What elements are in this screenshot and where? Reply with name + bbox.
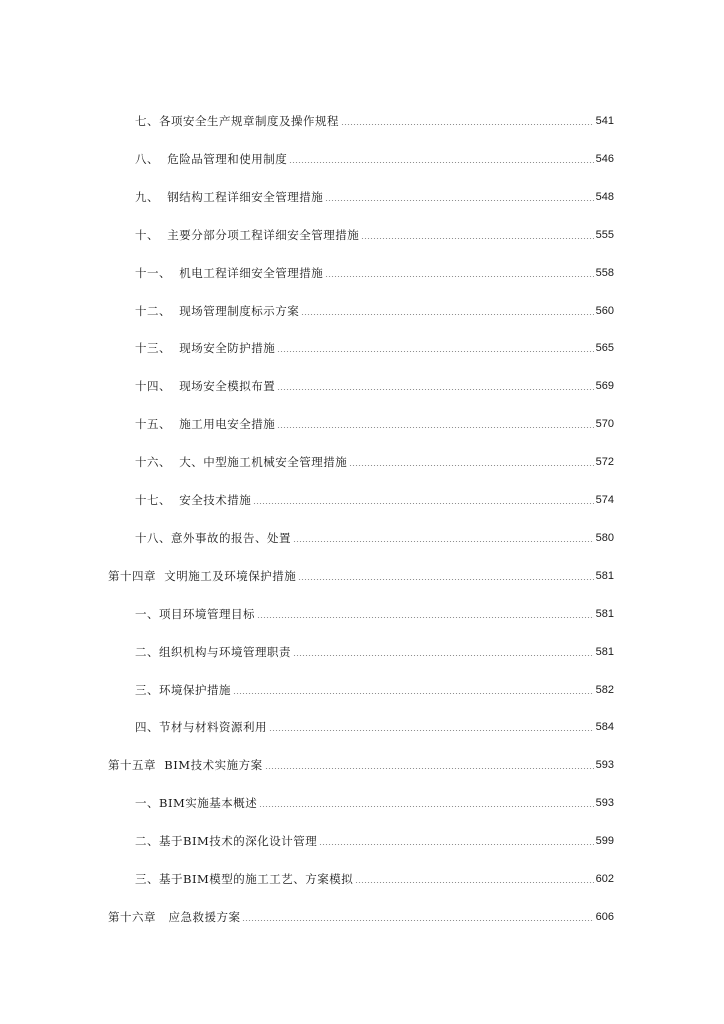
toc-entry[interactable] bbox=[135, 677, 614, 697]
dot-leader bbox=[355, 882, 593, 883]
toc-entry-title: 十四、 现场安全模拟布置 bbox=[135, 379, 276, 394]
toc-entry[interactable] bbox=[135, 108, 614, 128]
dot-leader bbox=[269, 730, 594, 731]
dot-leader bbox=[301, 314, 593, 315]
toc-entry-page-number: 570 bbox=[595, 418, 614, 431]
toc-entry-title: 八、 危险品管理和使用制度 bbox=[135, 151, 288, 166]
toc-entry-page-number: 581 bbox=[595, 645, 614, 658]
toc-entry[interactable] bbox=[108, 904, 614, 924]
toc-entry-title: 十六、 大、中型施工机械安全管理措施 bbox=[135, 455, 348, 470]
toc-entry-page-number: 584 bbox=[595, 721, 614, 734]
toc-entry[interactable] bbox=[135, 373, 614, 393]
dot-leader bbox=[277, 427, 593, 428]
toc-entry[interactable] bbox=[135, 298, 614, 318]
toc-entry[interactable] bbox=[135, 260, 614, 280]
toc-entry[interactable] bbox=[135, 828, 614, 848]
dot-leader bbox=[293, 541, 594, 542]
toc-entry-page-number: 541 bbox=[595, 115, 614, 127]
toc-entry-page-number: 593 bbox=[595, 759, 614, 772]
toc-entry-title: 三、环境保护措施 bbox=[135, 682, 231, 697]
toc-entry-page-number: 580 bbox=[595, 531, 614, 544]
toc-entry-page-number: 558 bbox=[595, 266, 614, 279]
dot-leader bbox=[341, 124, 594, 125]
toc-entry-title: 十三、 现场安全防护措施 bbox=[135, 341, 276, 356]
dot-leader bbox=[265, 768, 594, 769]
dot-leader bbox=[289, 162, 593, 163]
dot-leader bbox=[277, 351, 593, 352]
toc-entry-title: 十七、 安全技术措施 bbox=[135, 493, 252, 507]
toc-entry-page-number: 572 bbox=[595, 456, 614, 469]
toc-entry-title: 十八、意外事故的报告、处置 bbox=[135, 530, 291, 545]
dot-leader bbox=[277, 389, 593, 390]
toc-entry[interactable] bbox=[135, 525, 614, 545]
toc-entry-title: 二、组织机构与环境管理职责 bbox=[135, 644, 291, 659]
toc-entry-title: 第十五章 BIM技术实施方案 bbox=[108, 758, 263, 773]
toc-entry-title: 第十六章 应急救援方案 bbox=[108, 909, 241, 924]
toc-entry-title: 四、节材与材料资源利用 bbox=[135, 720, 267, 735]
toc-entry-page-number: 599 bbox=[595, 835, 614, 848]
dot-leader bbox=[361, 238, 593, 239]
toc-entry-page-number: 606 bbox=[595, 910, 614, 923]
toc-entry[interactable] bbox=[135, 639, 614, 659]
toc-entry[interactable] bbox=[135, 487, 614, 507]
toc-entry[interactable] bbox=[108, 563, 614, 583]
dot-leader bbox=[349, 465, 593, 466]
toc-entry-page-number: 569 bbox=[595, 380, 614, 393]
dot-leader bbox=[319, 844, 593, 845]
dot-leader bbox=[233, 693, 594, 694]
dot-leader bbox=[325, 276, 593, 277]
dot-leader bbox=[298, 579, 593, 580]
toc-entry-page-number: 565 bbox=[595, 342, 614, 355]
toc-entry-title: 十、 主要分部分项工程详细安全管理措施 bbox=[135, 227, 360, 242]
dot-leader bbox=[242, 920, 593, 921]
toc-entry[interactable] bbox=[135, 790, 614, 810]
toc-entry-title: 十五、 施工用电安全措施 bbox=[135, 417, 276, 432]
toc-entry[interactable] bbox=[135, 222, 614, 242]
toc-entry[interactable] bbox=[135, 184, 614, 204]
toc-entry-page-number: 602 bbox=[595, 873, 614, 885]
toc-entry-title: 一、项目环境管理目标 bbox=[135, 606, 255, 621]
dot-leader bbox=[325, 200, 593, 201]
toc-entry-page-number: 581 bbox=[595, 607, 614, 620]
toc-entry[interactable] bbox=[135, 601, 614, 621]
toc-entry-page-number: 574 bbox=[595, 494, 614, 506]
toc-entry[interactable] bbox=[135, 449, 614, 469]
toc-entry-page-number: 560 bbox=[595, 304, 614, 317]
toc-entry-title: 十一、 机电工程详细安全管理措施 bbox=[135, 265, 324, 280]
dot-leader bbox=[257, 617, 594, 618]
toc-entry-page-number: 548 bbox=[595, 190, 614, 203]
toc-entry-page-number: 582 bbox=[595, 683, 614, 696]
dot-leader bbox=[293, 655, 594, 656]
toc-entry[interactable] bbox=[108, 752, 614, 772]
toc-entry[interactable] bbox=[135, 335, 614, 355]
toc-entry-title: 三、基于BIM模型的施工工艺、方案模拟 bbox=[135, 872, 354, 886]
toc-entry-title: 二、基于BIM技术的深化设计管理 bbox=[135, 834, 318, 849]
toc-entry[interactable] bbox=[135, 866, 614, 886]
toc-entry-page-number: 593 bbox=[595, 797, 614, 810]
toc-entry-page-number: 546 bbox=[595, 152, 614, 165]
toc-entry-title: 十二、 现场管理制度标示方案 bbox=[135, 303, 300, 318]
toc-entry-title: 七、各项安全生产规章制度及操作规程 bbox=[135, 114, 339, 128]
toc-entry-page-number: 555 bbox=[595, 228, 614, 241]
toc-entry-title: 第十四章 文明施工及环境保护措施 bbox=[108, 568, 297, 583]
toc-entry[interactable] bbox=[135, 146, 614, 166]
toc-entry-page-number: 581 bbox=[595, 569, 614, 582]
dot-leader bbox=[253, 503, 593, 504]
toc-entry[interactable] bbox=[135, 714, 614, 734]
toc-entry-title: 九、 钢结构工程详细安全管理措施 bbox=[135, 189, 324, 204]
toc-entry[interactable] bbox=[135, 411, 614, 431]
dot-leader bbox=[259, 806, 593, 807]
toc-entry-title: 一、BIM实施基本概述 bbox=[135, 796, 258, 811]
